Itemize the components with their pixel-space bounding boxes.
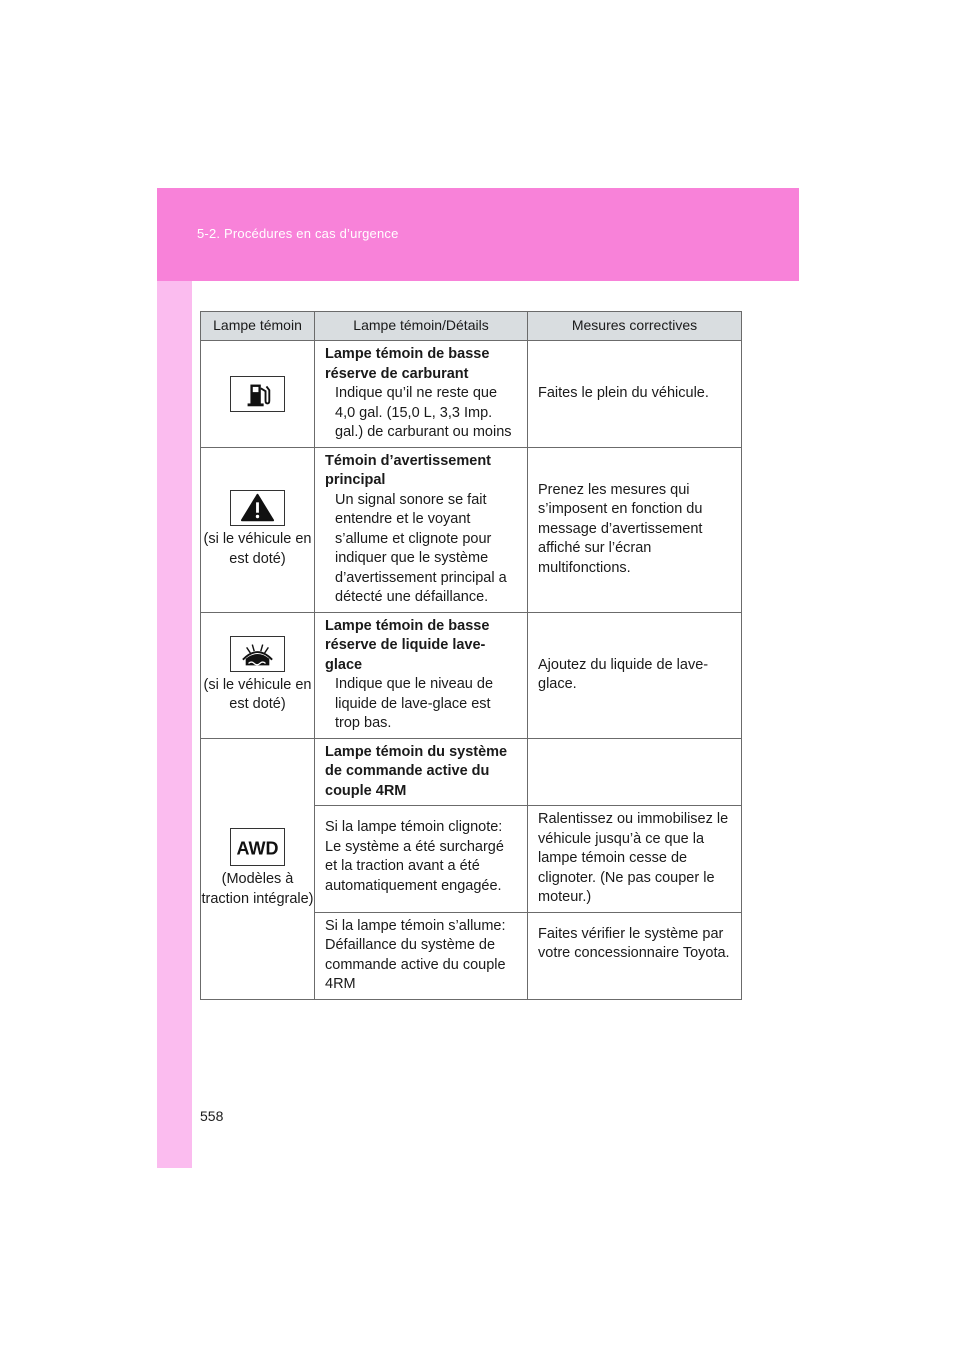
icon-cell [201,738,315,999]
table-row [201,341,742,448]
icon-cell [201,341,315,448]
icon-cell [201,612,315,738]
action-cell: Prenez les mesures qui s’imposent en fonction du message d’avertissement affiché sur l’écran multifonctions. [528,447,742,612]
lamp-description: Indique qu’il ne reste que 4,0 gal. (15,0 L, 3,3 Imp. gal.) de carburant ou moins [335,385,512,440]
detail-cell: Si la lampe témoin clignote: Le système a été surchargé et la traction avant a été automatiquement engagée. [315,806,528,913]
header-band [157,188,799,281]
fuel-pump-icon [230,376,285,412]
detail-cell [315,612,528,738]
detail-cell [315,341,528,448]
side-strip [157,281,192,1168]
icon-note: (Modèles à traction intégrale) [201,871,314,907]
column-header: Lampe témoin [201,312,315,341]
table-header-row [201,312,742,341]
lamp-description: Indique que le niveau de liquide de lave-glace est trop bas. [335,676,494,731]
warning-triangle-icon [230,490,285,526]
icon-note: (si le véhicule en est doté) [203,531,312,567]
lamp-description: Un signal sonore se fait entendre et le voyant s’allume et clignote pour indiquer que le système d’avertissement principal a détecté une défaillance. [335,491,507,605]
column-header: Lampe témoin/Détails [315,312,528,341]
table-row [201,612,742,738]
detail-cell [315,738,528,806]
column-header: Mesures correctives [528,312,742,341]
lamp-name: Lampe témoin du système de commande active du couple 4RM [325,743,508,799]
detail-cell [315,447,528,612]
table-row [201,447,742,612]
awd-icon-text: AWD [236,838,279,859]
action-cell: Faites vérifier le système par votre concessionnaire Toyota. [528,912,742,999]
action-cell: Ajoutez du liquide de lave-glace. [528,612,742,738]
table-row [201,738,742,806]
lamp-name: Témoin d’avertissement principal [325,452,491,488]
lamp-name: Lampe témoin de basse réserve de carburant [325,346,490,382]
warning-lamp-table [200,311,742,1000]
detail-cell: Si la lampe témoin s’allume: Défaillance du système de commande active du couple 4RM [315,912,528,999]
lamp-name: Lampe témoin de basse réserve de liquide lave-glace [325,617,490,673]
page-number: 558 [200,1108,224,1124]
washer-fluid-icon [230,636,285,672]
awd-icon [230,828,285,866]
action-cell: Faites le plein du véhicule. [528,341,742,448]
section-title: 5-2. Procédures en cas d’urgence [197,226,399,241]
icon-note: (si le véhicule en est doté) [203,676,312,712]
icon-cell [201,447,315,612]
action-cell: Ralentissez ou immobilisez le véhicule jusqu’à ce que la lampe témoin cesse de clignoter. (Ne pas couper le moteur.) [528,806,742,913]
action-cell [528,738,742,806]
